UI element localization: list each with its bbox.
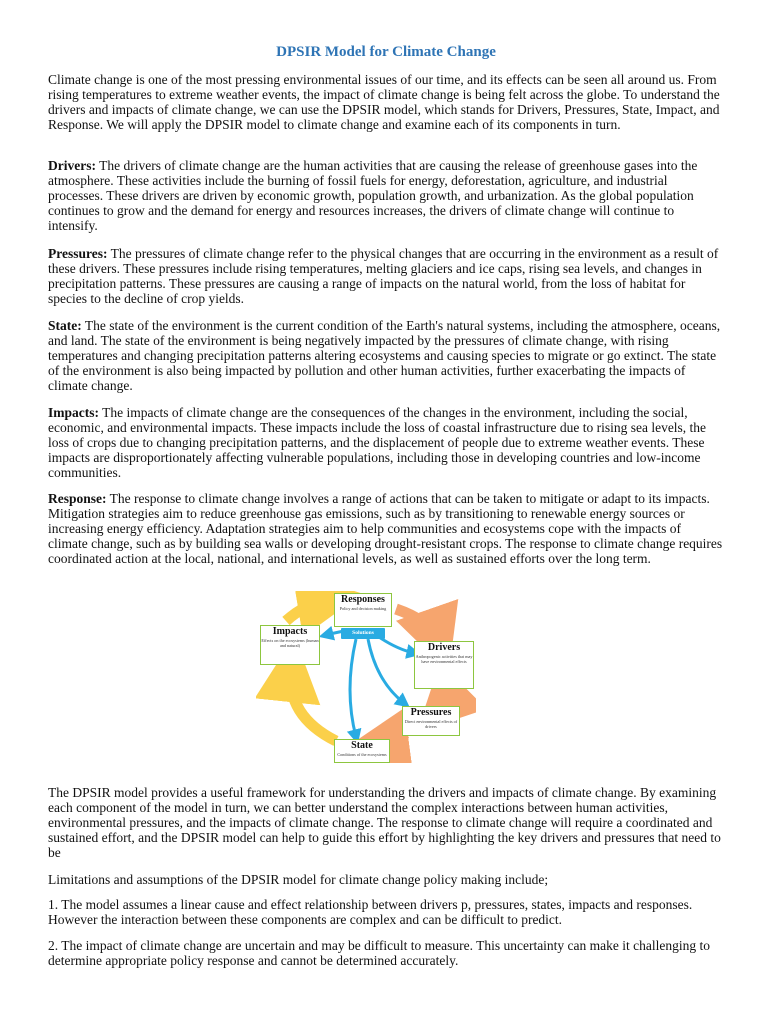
arc-state-impacts	[291, 669, 336, 741]
impacts-desc: Effects on the ecosystems (human and natural)	[261, 638, 319, 648]
state-box	[334, 739, 390, 763]
dpsir-diagram	[256, 591, 476, 763]
responses-box	[334, 593, 392, 627]
section-text: The impacts of climate change are the consequences of the changes in the environment, including the social, economic, and environmental impacts. These impacts include the loss of coastal infrastructure due to rising sea levels, the loss of crops due to changing precipitation patterns, and the displacement of people due to extreme weather events. These impacts are disproportionately affecting vulnerable populations, including those in developing countries and low-income communities.	[48, 405, 707, 480]
arc-responses-drivers	[396, 609, 438, 641]
limitation-item: 1. The model assumes a linear cause and effect relationship between drivers p, pressures, states, impacts and responses. However the interaction between these components are complex and can be difficult to predict.	[48, 897, 693, 927]
responses-label: Responses	[341, 594, 385, 605]
intro-paragraph: Climate change is one of the most pressing environmental issues of our time, and its effects can be seen all around us. From rising temperatures to extreme weather events, the impact of climate change is being felt across the globe. To understand the drivers and impacts of climate change, we can use the DPSIR model, which stands for Drivers, Pressures, State, Impact, and Response. We will apply the DPSIR model to climate change and examine each of its components in turn.	[48, 72, 720, 132]
impacts-label: Impacts	[272, 626, 308, 637]
drivers-desc: Anthropogenic activities that may have environmental effects	[415, 654, 473, 664]
conclusion-paragraph: The DPSIR model provides a useful framework for understanding the drivers and impacts of climate change. By examining each component of the model in turn, we can better understand the complex interactions between human activities, environmental pressures, and the impacts of climate change. The response to climate change will require a coordinated and sustained effort, and the DPSIR model can help to guide this effort by highlighting the key drivers and pressures that need to be	[48, 785, 721, 860]
section-heading: Impacts:	[48, 405, 99, 420]
drivers-label: Drivers	[427, 642, 461, 653]
impacts-box	[260, 625, 320, 665]
limitations-intro: Limitations and assumptions of the DPSIR model for climate change policy making include;	[48, 872, 549, 887]
pressures-label: Pressures	[410, 707, 452, 718]
limitation-item: 2. The impact of climate change are uncertain and may be difficult to measure. This uncertainty can make it challenging to determine appropriate policy response and cannot be determined accurately.	[48, 938, 711, 968]
section-text: The response to climate change involves a range of actions that can be taken to mitigate or adapt to its impacts. Mitigation strategies aim to reduce greenhouse gas emissions, such as by transitioning to renewable energy sources or increasing energy efficiency. Adaptation strategies aim to help communities and ecosystems cope with the impacts of climate change, such as by building sea walls or developing drought-resistant crops. The response to climate change requires coordinated action at the local, national, and international levels, as well as sustained efforts over the long term.	[48, 491, 723, 566]
section-text: The pressures of climate change refer to the physical changes that are occurring in the environment as a result of these drivers. These pressures include rising temperatures, melting glaciers and ice caps, rising sea levels, and changes in precipitation patterns. These pressures are causing a range of impacts on the natural world, from the loss of habitat for species to the decline of crop yields.	[48, 246, 719, 306]
pressures-box	[402, 706, 460, 736]
section-heading: State:	[48, 318, 82, 333]
section-impacts	[48, 405, 724, 480]
section-drivers	[48, 158, 724, 233]
responses-desc: Policy and decision making	[339, 606, 387, 611]
state-label: State	[351, 740, 373, 751]
section-text: The state of the environment is the current condition of the Earth's natural systems, including the atmosphere, oceans, and land. The state of the environment is being negatively impacted by the pressures of climate change, with rising temperatures and changing precipitation patterns altering ecosystems and causing species to migrate or go extinct. The state of the environment is also being impacted by pollution and other human activities, further exacerbating the impacts of climate change.	[48, 318, 721, 393]
arc-impacts-responses	[286, 599, 330, 621]
arrow-solutions-state	[350, 639, 356, 737]
section-pressures	[48, 246, 724, 306]
section-response	[48, 491, 724, 566]
section-heading: Pressures:	[48, 246, 108, 261]
state-desc: Conditions of the ecosystems	[337, 752, 387, 757]
page-title: DPSIR Model for Climate Change	[276, 44, 496, 60]
section-state	[48, 318, 724, 393]
section-text: The drivers of climate change are the human activities that are causing the release of greenhouse gases into the atmosphere. These activities include the burning of fossil fuels for energy, deforestation, agriculture, and industrial processes. These drivers are driven by economic growth, population growth, and urbanization. As the global population continues to grow and the demand for energy and resources increases, the drivers of climate change will continue to intensify.	[48, 158, 698, 233]
section-heading: Response:	[48, 491, 107, 506]
drivers-box	[414, 641, 474, 689]
pressures-desc: Direct environmental effects of drivers	[404, 719, 458, 729]
section-heading: Drivers:	[48, 158, 96, 173]
solutions-box: Solutions	[341, 628, 385, 639]
